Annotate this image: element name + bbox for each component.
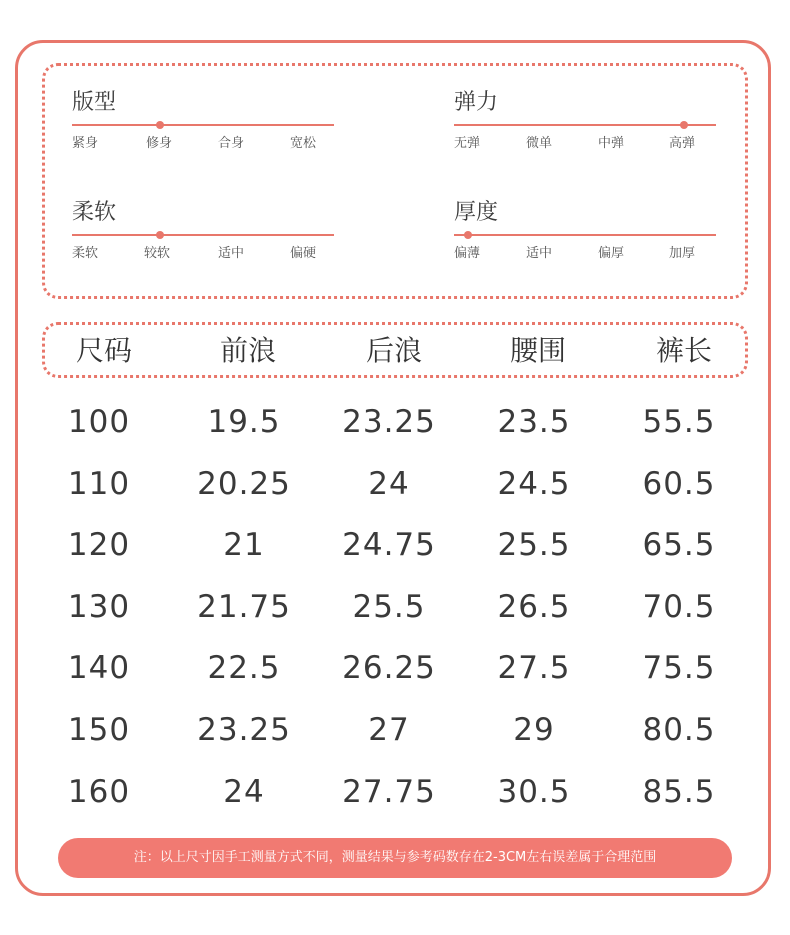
table-cell: 21 — [223, 527, 265, 563]
table-cell: 23.5 — [497, 404, 571, 440]
table-cell: 65.5 — [642, 527, 716, 563]
measurement-note: 注：以上尺寸因手工测量方式不同，测量结果与参考码数存在2-3CM左右误差属于合理范围 — [58, 838, 732, 878]
attribute-title: 柔软 — [72, 200, 117, 225]
attribute-elasticity — [454, 92, 716, 152]
table-cell: 29 — [513, 712, 555, 748]
attribute-option: 偏硬 — [290, 246, 317, 261]
table-cell: 110 — [67, 466, 131, 502]
attribute-option: 高弹 — [669, 136, 696, 151]
table-cell: 120 — [67, 527, 131, 563]
attribute-selected-dot — [464, 231, 472, 239]
table-cell: 27 — [368, 712, 410, 748]
attribute-title: 厚度 — [454, 200, 499, 225]
attribute-option: 中弹 — [598, 136, 625, 151]
table-cell: 160 — [67, 774, 131, 810]
attribute-selected-dot — [680, 121, 688, 129]
table-cell: 23.25 — [197, 712, 291, 748]
attribute-scale-line — [72, 234, 334, 236]
table-cell: 100 — [67, 404, 131, 440]
attribute-option: 偏薄 — [454, 246, 481, 261]
attribute-softness — [72, 202, 334, 262]
table-cell: 130 — [67, 589, 131, 625]
attribute-scale-line — [454, 124, 716, 126]
attribute-option: 修身 — [146, 136, 173, 151]
attribute-option: 较软 — [144, 246, 171, 261]
table-cell: 26.25 — [342, 650, 436, 686]
table-cell: 140 — [67, 650, 131, 686]
attribute-option: 无弹 — [454, 136, 481, 151]
attribute-option: 紧身 — [72, 136, 99, 151]
attribute-fit — [72, 92, 334, 152]
table-cell: 27.5 — [497, 650, 571, 686]
table-cell: 21.75 — [197, 589, 291, 625]
attribute-selected-dot — [156, 231, 164, 239]
table-cell: 70.5 — [642, 589, 716, 625]
header-length: 裤长 — [655, 334, 713, 367]
table-cell: 19.5 — [207, 404, 281, 440]
attribute-option: 宽松 — [290, 136, 317, 151]
table-cell: 60.5 — [642, 466, 716, 502]
table-cell: 24.5 — [497, 466, 571, 502]
table-cell: 24 — [223, 774, 265, 810]
table-cell: 75.5 — [642, 650, 716, 686]
table-cell: 22.5 — [207, 650, 281, 686]
attribute-title: 版型 — [72, 90, 117, 115]
table-cell: 25.5 — [497, 527, 571, 563]
table-cell: 150 — [67, 712, 131, 748]
attribute-option: 微单 — [526, 136, 553, 151]
attribute-option: 加厚 — [669, 246, 696, 261]
table-cell: 80.5 — [642, 712, 716, 748]
header-front-rise: 前浪 — [219, 334, 277, 367]
attribute-option: 适中 — [218, 246, 245, 261]
table-cell: 20.25 — [197, 466, 291, 502]
attribute-selected-dot — [156, 121, 164, 129]
attribute-option: 柔软 — [72, 246, 99, 261]
table-cell: 24 — [368, 466, 410, 502]
attribute-thickness — [454, 202, 716, 262]
table-cell: 23.25 — [342, 404, 436, 440]
attribute-title: 弹力 — [454, 90, 499, 115]
table-cell: 85.5 — [642, 774, 716, 810]
table-cell: 27.75 — [342, 774, 436, 810]
header-back-rise: 后浪 — [365, 334, 423, 367]
attribute-scale-line — [72, 124, 334, 126]
attribute-option: 适中 — [526, 246, 553, 261]
header-size: 尺码 — [75, 334, 133, 367]
table-cell: 25.5 — [352, 589, 426, 625]
attribute-scale-line — [454, 234, 716, 236]
table-cell: 55.5 — [642, 404, 716, 440]
table-cell: 26.5 — [497, 589, 571, 625]
table-cell: 30.5 — [497, 774, 571, 810]
table-cell: 24.75 — [342, 527, 436, 563]
header-waist: 腰围 — [509, 334, 567, 367]
attribute-option: 合身 — [218, 136, 245, 151]
attribute-option: 偏厚 — [598, 246, 625, 261]
